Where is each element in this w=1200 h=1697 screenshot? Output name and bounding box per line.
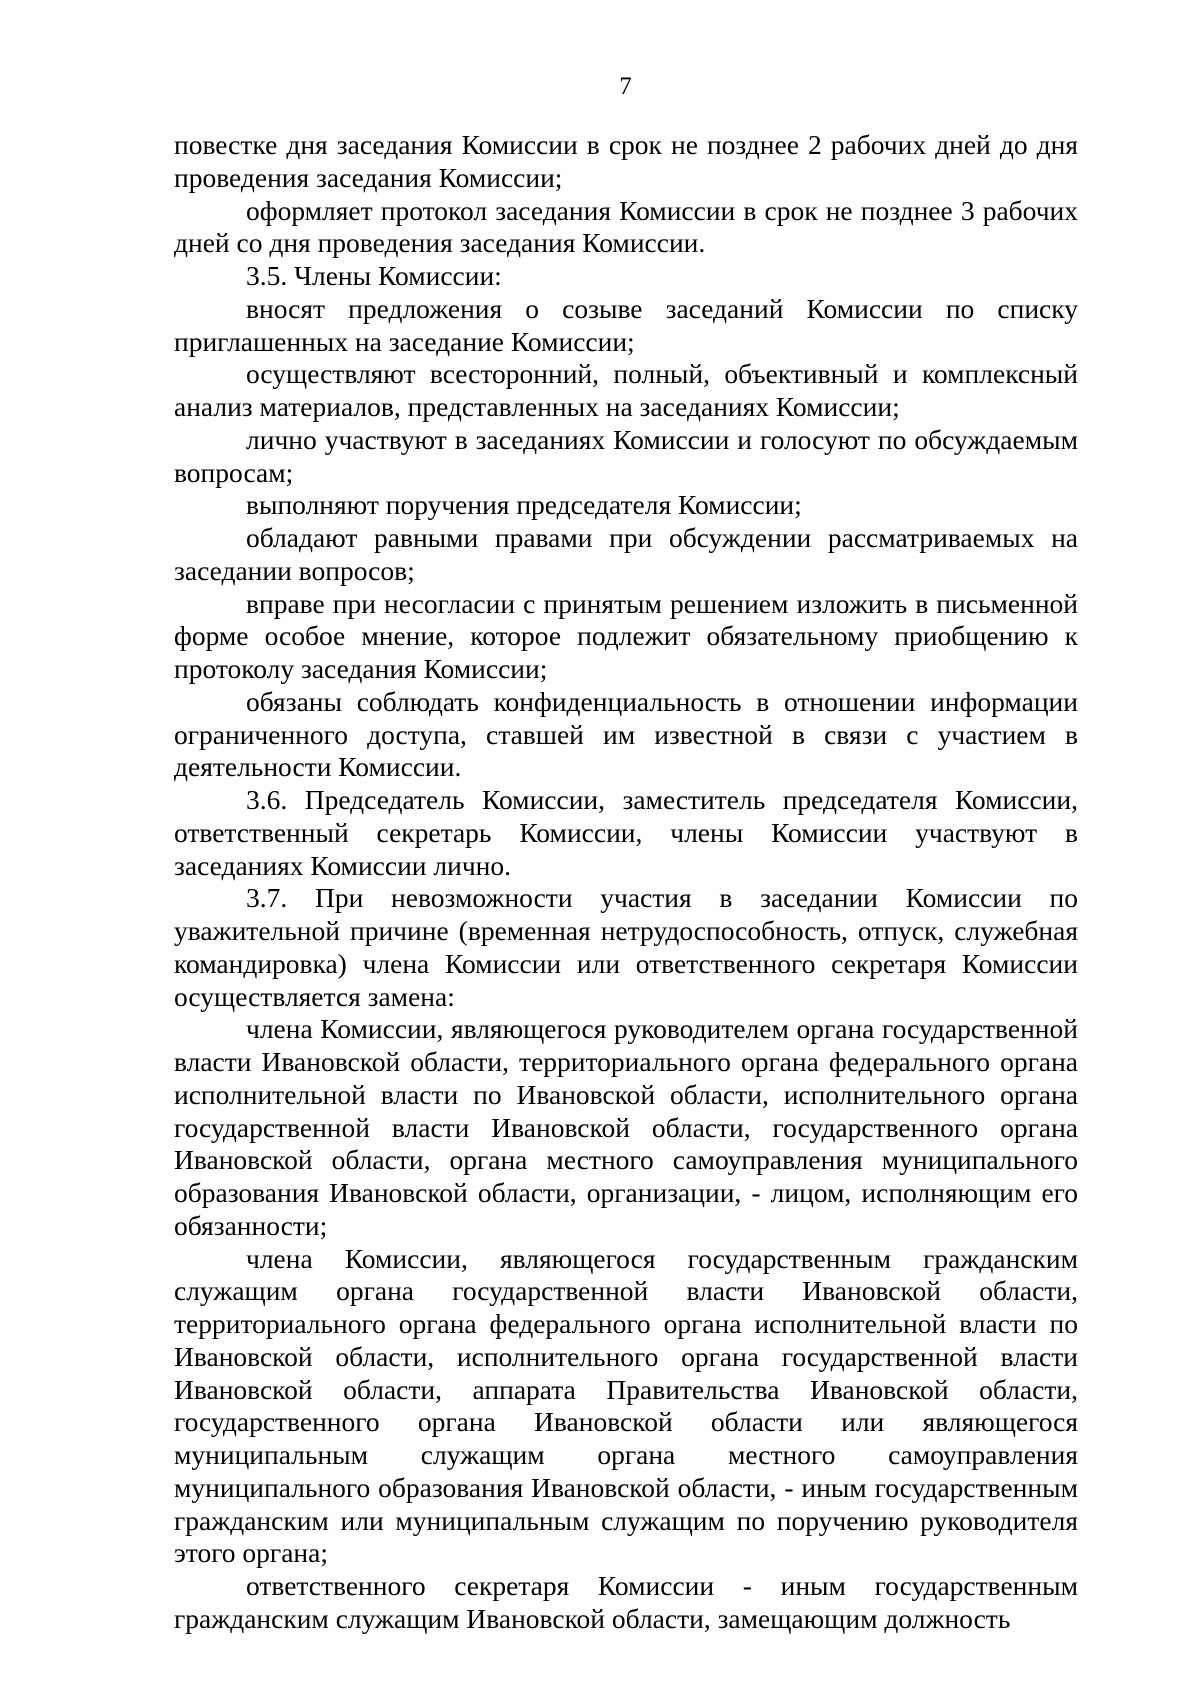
paragraph: повестке дня заседания Комиссии в срок не позднее 2 рабочих дней до дня проведения заседания Комиссии; xyxy=(174,129,1078,193)
document-body xyxy=(174,129,1078,1636)
paragraph: вносят предложения о созыве заседаний Комиссии по списку приглашенных на заседание Комиссии; xyxy=(174,292,1078,357)
section-3-7: 3.7. При невозможности участия в заседании Комиссии по уважительной причине (временная нетрудоспособность, отпуск, служебная командировка) члена Комиссии или ответственного секретаря Комиссии осуществляется замена: xyxy=(174,882,1078,1012)
section-3-6: 3.6. Председатель Комиссии, заместитель председателя Комиссии, ответственный секретарь Комиссии, члены Комиссии участвуют в заседаниях Комиссии лично. xyxy=(174,784,1078,881)
paragraph: осуществляют всесторонний, полный, объективный и комплексный анализ материалов, представленных на заседаниях Комиссии; xyxy=(174,358,1078,422)
paragraph: лично участвуют в заседаниях Комиссии и голосуют по обсуждаемым вопросам; xyxy=(174,423,1078,488)
page-number: 7 xyxy=(619,73,632,100)
paragraph: обязаны соблюдать конфиденциальность в отношении информации ограниченного доступа, ставшей им известной в связи с участием в деятельности Комиссии. xyxy=(174,685,1078,783)
paragraph: выполняют поручения председателя Комиссии; xyxy=(246,489,802,521)
section-heading-3-5: 3.5. Члены Комиссии: xyxy=(246,260,502,291)
paragraph: обладают равными правами при обсуждении рассматриваемых на заседании вопросов; xyxy=(174,522,1078,586)
paragraph: члена Комиссии, являющегося руководителем органа государственной власти Ивановской области, территориального органа федерального органа исполнительной власти по Ивановской области, исполнительного органа государственной власти Ивановской области, государственного органа Ивановской области, органа местного самоуправления муниципального образования Ивановской области, организации, - лицом, исполняющим его обязанности; xyxy=(174,1013,1078,1241)
paragraph: ответственного секретаря Комиссии - иным государственным гражданским служащим Ивановской области, замещающим должность xyxy=(174,1570,1078,1634)
paragraph: вправе при несогласии с принятым решением изложить в письменной форме особое мнение, которое подлежит обязательному приобщению к протоколу заседания Комиссии; xyxy=(174,587,1078,684)
paragraph: члена Комиссии, являющегося государственным гражданским служащим органа государственной власти Ивановской области, территориального органа федерального органа исполнительной власти по Ивановской области, исполнительного органа государственной власти Ивановской области, аппарата Правительства Ивановской области, государственного органа Ивановской области или являющегося муниципальным служащим органа местного самоуправления муниципального образования Ивановской области, - иным государственным гражданским или муниципальным служащим по поручению руководителя этого органа; xyxy=(174,1242,1078,1569)
paragraph: оформляет протокол заседания Комиссии в срок не позднее 3 рабочих дней со дня проведения заседания Комиссии. xyxy=(174,194,1078,259)
